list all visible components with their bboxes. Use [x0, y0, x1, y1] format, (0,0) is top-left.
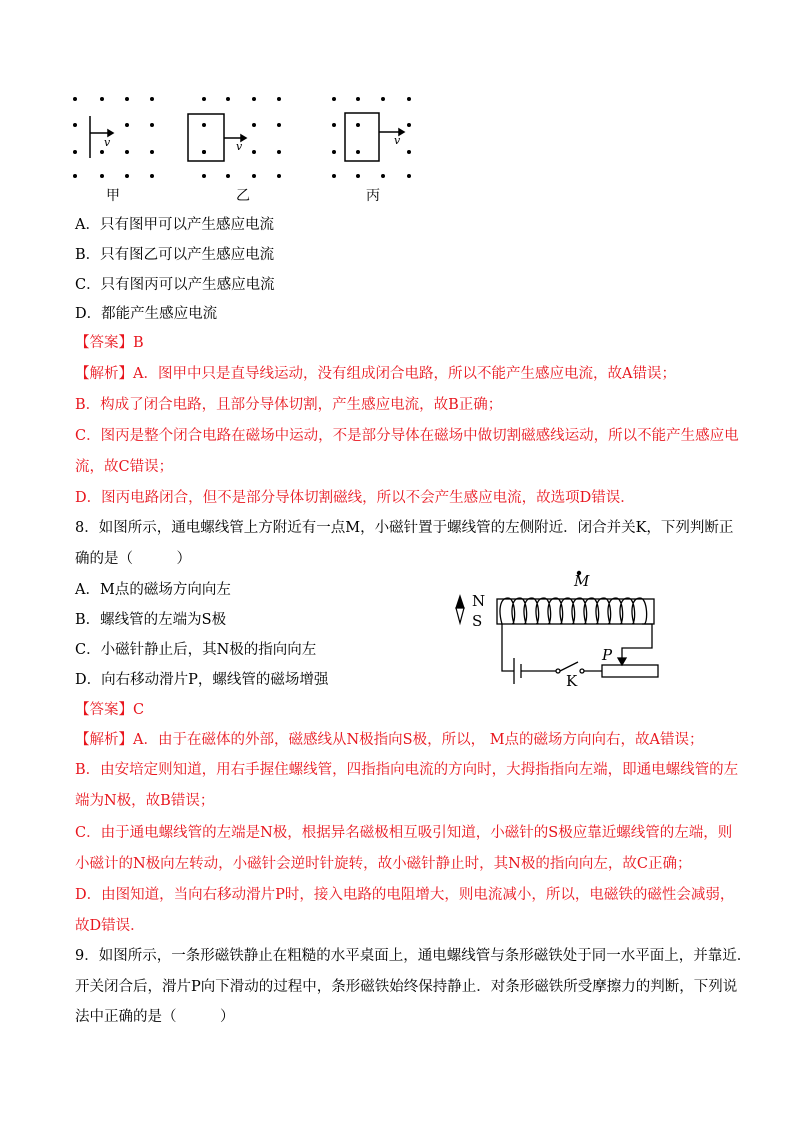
- caption-jia: 甲: [106, 188, 120, 204]
- velocity-label-jia: v: [104, 136, 111, 149]
- point-m-label: M: [574, 572, 590, 590]
- q7-analysis-line-5: D．图丙电路闭合，但不是部分导体切割磁线，所以不会产生感应电流，故选项D错误．: [75, 490, 635, 506]
- q7-option-c: C．只有图丙可以产生感应电流: [75, 277, 275, 293]
- q9-stem-line-3: 法中正确的是（ ）: [75, 1009, 235, 1025]
- q8-answer: 【答案】C: [75, 702, 145, 718]
- figure-q7: [60, 88, 430, 200]
- q8-option-d: D．向右移动滑片P，螺线管的磁场增强: [75, 672, 329, 688]
- needle-n-label: N: [472, 592, 486, 610]
- q8-option-a: A．M点的磁场方向向左: [75, 582, 231, 598]
- q9-stem-line-1: 9．如图所示，一条形磁铁静止在粗糙的水平桌面上，通电螺线管与条形磁铁处于同一水平面上，并靠近．: [75, 948, 752, 964]
- q8-stem-line-2: 确的是（ ）: [75, 551, 191, 567]
- figure-q8-solenoid-circuit: [452, 568, 672, 693]
- q7-option-d: D．都能产生感应电流: [75, 306, 218, 322]
- loop-yi: [188, 114, 246, 161]
- velocity-label-bing: v: [394, 134, 401, 147]
- q7-option-b: B．只有图乙可以产生感应电流: [75, 247, 275, 263]
- q7-analysis-line-1: 【解析】A．图甲中只是直导线运动，没有组成闭合电路，所以不能产生感应电流，故A错误；: [75, 366, 676, 382]
- q8-analysis-line-4: C．由于通电螺线管的左端是N极，根据异名磁极相互吸引知道，小磁针的S极应靠近螺线管的左端，则: [75, 825, 733, 841]
- q7-analysis-line-4: 流，故C错误；: [75, 459, 174, 475]
- q7-option-a: A．只有图甲可以产生感应电流: [75, 217, 274, 233]
- field-dots-jia: [73, 97, 154, 178]
- solenoid-circuit-diagram: [452, 568, 672, 693]
- q7-analysis-line-3: C．图丙是整个闭合电路在磁场中运动，不是部分导体在磁场中做切割磁感线运动，所以不能产生感应电: [75, 428, 739, 444]
- switch-k-label: K: [566, 672, 578, 690]
- magnetic-field-diagrams: [60, 88, 430, 200]
- q8-option-c: C．小磁针静止后，其N极的指向向左: [75, 642, 317, 658]
- q8-analysis-line-7: 故D错误．: [75, 918, 145, 934]
- q9-stem-line-2: 开关闭合后，滑片P向下滑动的过程中，条形磁铁始终保持静止．对条形磁铁所受摩擦力的判断，下列说: [75, 979, 738, 995]
- caption-bing: 丙: [366, 188, 380, 204]
- q7-analysis-line-2: B．构成了闭合电路，且部分导体切割，产生感应电流，故B正确；: [75, 397, 503, 413]
- q8-analysis-line-5: 小磁计的N极向左转动，小磁针会逆时针旋转，故小磁针静止时，其N极的指向向左，故C正确；: [75, 856, 692, 872]
- q8-analysis-line-6: D．由图知道，当向右移动滑片P时，接入电路的电阻增大，则电流减小，所以，电磁铁的磁性会减弱，: [75, 887, 735, 903]
- solenoid-coil: [497, 598, 654, 624]
- compass-needle-icon: [456, 596, 464, 623]
- q7-answer: 【答案】B: [75, 335, 144, 351]
- circuit-wires: [502, 624, 658, 684]
- needle-s-label: S: [472, 612, 483, 630]
- q8-analysis-line-1: 【解析】A．由于在磁体的外部，磁感线从N极指向S极，所以， M点的磁场方向向右，故A错误；: [75, 732, 704, 748]
- q8-analysis-line-3: 端为N极，故B错误；: [75, 793, 215, 809]
- q8-stem-line-1: 8．如图所示，通电螺线管上方附近有一点M，小磁针置于螺线管的左侧附近．闭合并关K，下列判断正: [75, 520, 734, 536]
- slider-p-label: P: [602, 646, 613, 664]
- caption-yi: 乙: [236, 188, 250, 204]
- q8-option-b: B．螺线管的左端为S极: [75, 612, 227, 628]
- velocity-label-yi: v: [236, 140, 243, 153]
- q8-analysis-line-2: B．由安培定则知道，用右手握住螺线管，四指指向电流的方向时，大拇指指向左端，即通电螺线管的左: [75, 762, 739, 778]
